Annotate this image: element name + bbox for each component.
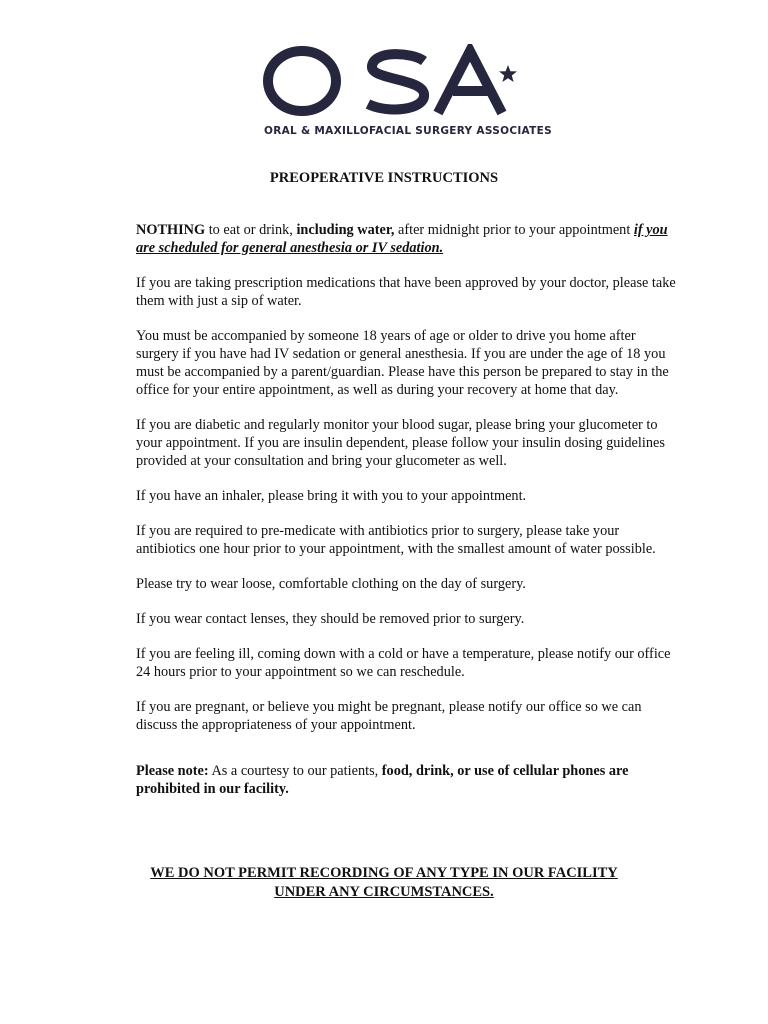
emphasis-sedation-condition: if you are scheduled for general anesthesia or IV sedation. xyxy=(136,222,668,256)
instruction-clothing: Please try to wear loose, comfortable clothing on the day of surgery. xyxy=(136,576,526,592)
star-icon xyxy=(498,64,518,84)
fasting-text-1: to eat or drink, xyxy=(205,222,297,238)
instructions-body xyxy=(136,221,681,815)
instruction-contacts: If you wear contact lenses, they should be removed prior to surgery. xyxy=(136,611,525,627)
emphasis-nothing: NOTHING xyxy=(136,222,206,238)
instruction-escort: You must be accompanied by someone 18 years of age or older to drive you home after surgery if you have had IV sedation or general anesthesia. If you are under the age of 18 you must be accompanied by a parent/guardian. Please have this person be prepared to stay in the office for your entire appointment, as well as during your recovery at home that day. xyxy=(136,328,669,398)
instruction-diabetic: If you are diabetic and regularly monitor your blood sugar, please bring your glucometer to your appointment. If you are insulin dependent, please follow your insulin dosing guidelines provided at your consultation and bring your glucometer as well. xyxy=(136,417,665,469)
instruction-inhaler: If you have an inhaler, please bring it with you to your appointment. xyxy=(136,488,527,504)
recording-notice-line-1: WE DO NOT PERMIT RECORDING OF ANY TYPE IN OUR FACILITY xyxy=(150,865,618,881)
recording-notice-line-2: UNDER ANY CIRCUMSTANCES. xyxy=(274,884,494,900)
instruction-illness: If you are feeling ill, coming down with a cold or have a temperature, please notify our office 24 hours prior to your appointment so we can reschedule. xyxy=(136,646,671,680)
note-text: As a courtesy to our patients, xyxy=(208,763,382,779)
emphasis-including-water: including water, xyxy=(296,222,395,238)
recording-notice xyxy=(0,864,768,902)
note-label: Please note: xyxy=(136,763,209,779)
osa-wordmark xyxy=(262,44,520,118)
please-note xyxy=(136,762,681,798)
instruction-pregnancy: If you are pregnant, or believe you might be pregnant, please notify our office so we can discuss the appropriateness of your appointment. xyxy=(136,699,642,733)
logo-subtitle: ORAL & MAXILLOFACIAL SURGERY ASSOCIATES xyxy=(264,125,552,137)
instruction-fasting xyxy=(136,221,681,257)
note-bold: food, drink, or use of cellular phones are prohibited in our facility. xyxy=(136,763,629,797)
instruction-medications: If you are taking prescription medications that have been approved by your doctor, please take them with just a sip of water. xyxy=(136,275,676,309)
instruction-antibiotics: If you are required to pre-medicate with antibiotics prior to surgery, please take your antibiotics one hour prior to your appointment, with the smallest amount of water possible. xyxy=(136,523,656,557)
page-title: PREOPERATIVE INSTRUCTIONS xyxy=(269,170,499,186)
fasting-text-2: after midnight prior to your appointment xyxy=(394,222,634,238)
